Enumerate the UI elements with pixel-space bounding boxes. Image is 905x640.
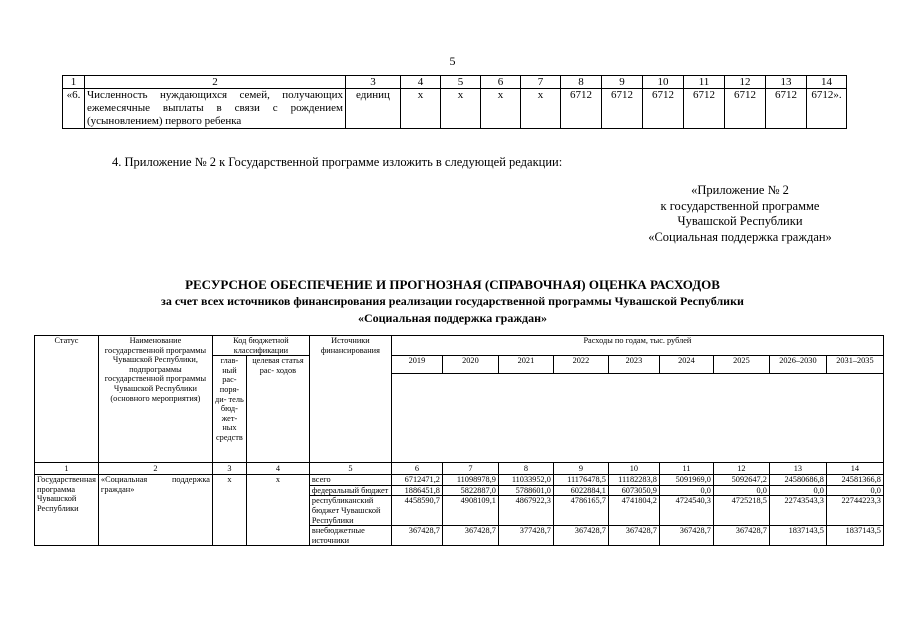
sources-header: Источники финансирования — [309, 336, 391, 463]
value-cell: 6712». — [807, 89, 847, 129]
target-header: целевая статья рас- ходов — [246, 356, 309, 463]
target-cell: x — [246, 475, 309, 546]
amount-cell: 22744223,3 — [826, 496, 883, 526]
amount-cell: 1886451,8 — [391, 485, 442, 496]
col-num: 12 — [725, 76, 766, 89]
appendix-line: Чувашской Республики — [677, 214, 803, 228]
title-line: за счет всех источников финансирования реализации государственной программы Чувашской Республики — [161, 294, 744, 308]
col-num: 7 — [442, 463, 498, 475]
col-num: 7 — [521, 76, 561, 89]
value-cell: 6712 — [684, 89, 725, 129]
amount-cell: 11033952,0 — [498, 475, 553, 486]
year-header: 2021 — [498, 356, 553, 374]
amount-cell: 22743543,3 — [769, 496, 826, 526]
unit-cell: единиц — [346, 89, 401, 129]
col-num: 2 — [85, 76, 346, 89]
amount-cell: 4867922,3 — [498, 496, 553, 526]
appendix-line: к государственной программе — [660, 198, 820, 213]
amount-cell: 4908109,1 — [442, 496, 498, 526]
amount-cell: 24581366,8 — [826, 475, 883, 486]
year-header: 2019 — [391, 356, 442, 374]
year-header: 2026–2030 — [769, 356, 826, 374]
value-cell: 6712 — [561, 89, 602, 129]
col-num: 6 — [481, 76, 521, 89]
amount-cell: 4786165,7 — [553, 496, 608, 526]
title-line: «Социальная поддержка граждан» — [357, 311, 548, 325]
amount-cell: 367428,7 — [553, 526, 608, 546]
source-name: внебюджетные источники — [309, 526, 391, 546]
value-cell: 6712 — [643, 89, 684, 129]
amount-cell: 5092647,2 — [713, 475, 769, 486]
amount-cell: 11176478,5 — [553, 475, 608, 486]
page-number: 5 — [449, 54, 456, 68]
amount-cell: 367428,7 — [442, 526, 498, 546]
amount-cell: 0,0 — [713, 485, 769, 496]
amount-cell: 377428,7 — [498, 526, 553, 546]
name-header: Наименование государственной программы Чувашской Республики, подпрограммы государственной программы Чувашской Республики (основного мероприятия) — [98, 336, 212, 463]
col-num: 13 — [766, 76, 807, 89]
col-num: 13 — [769, 463, 826, 475]
indicator-name: Численность нуждающихся семей, получающих ежемесячные выплаты в связи с рождением (усыновлением) первого ребенка — [85, 89, 346, 129]
amount-cell: 5788601,0 — [498, 485, 553, 496]
year-header: 2024 — [659, 356, 713, 374]
table-row — [63, 89, 847, 129]
source-name: всего — [309, 475, 391, 486]
amount-cell: 4458590,7 — [391, 496, 442, 526]
program-name-cell: «Социальная поддержка граждан» — [98, 475, 212, 546]
amount-cell: 1837143,5 — [769, 526, 826, 546]
year-header: 2031–2035 — [826, 356, 883, 374]
value-cell: 6712 — [602, 89, 643, 129]
appendix-header — [600, 183, 880, 245]
value-cell: x — [401, 89, 441, 129]
amount-cell: 4724540,3 — [659, 496, 713, 526]
indicator-table — [62, 75, 847, 129]
amount-cell: 0,0 — [826, 485, 883, 496]
document-title — [0, 276, 905, 327]
amount-cell: 0,0 — [659, 485, 713, 496]
source-name: республиканский бюджет Чувашской Республики — [309, 496, 391, 526]
col-num: 5 — [309, 463, 391, 475]
col-num: 8 — [561, 76, 602, 89]
expenses-header: Расходы по годам, тыс. рублей — [391, 336, 883, 356]
column-number-row — [63, 76, 847, 89]
col-num: 11 — [659, 463, 713, 475]
col-num: 5 — [441, 76, 481, 89]
col-num: 8 — [498, 463, 553, 475]
col-num: 1 — [63, 76, 85, 89]
col-num: 12 — [713, 463, 769, 475]
resource-table — [34, 335, 884, 546]
amount-cell: 6022884,1 — [553, 485, 608, 496]
appendix-line: «Приложение № 2 — [691, 183, 789, 197]
header-row — [35, 336, 884, 356]
amount-cell: 4741804,2 — [608, 496, 659, 526]
col-num: 9 — [553, 463, 608, 475]
amount-cell: 367428,7 — [391, 526, 442, 546]
amount-cell: 6712471,2 — [391, 475, 442, 486]
status-cell: Государственная программа Чувашской Республики — [35, 475, 99, 546]
glav-header: глав- ный рас- поря- ди- тель бюд- жет- ных средств — [212, 356, 246, 463]
value-cell: x — [521, 89, 561, 129]
row-index: «6. — [63, 89, 85, 129]
status-header: Статус — [35, 336, 99, 463]
amount-cell: 0,0 — [769, 485, 826, 496]
glav-cell: x — [212, 475, 246, 546]
table-row — [35, 475, 884, 486]
source-name: федеральный бюджет — [309, 485, 391, 496]
year-header: 2025 — [713, 356, 769, 374]
col-num: 4 — [246, 463, 309, 475]
col-num: 9 — [602, 76, 643, 89]
col-num: 11 — [684, 76, 725, 89]
amount-cell: 24580686,8 — [769, 475, 826, 486]
col-num: 10 — [608, 463, 659, 475]
amount-cell: 367428,7 — [608, 526, 659, 546]
paragraph-4: 4. Приложение № 2 к Государственной программе изложить в следующей редакции: — [112, 155, 563, 169]
col-num: 3 — [346, 76, 401, 89]
amount-cell: 367428,7 — [659, 526, 713, 546]
col-num: 14 — [826, 463, 883, 475]
year-header: 2023 — [608, 356, 659, 374]
code-header: Код бюджетной классификации — [212, 336, 309, 356]
column-number-row — [35, 463, 884, 475]
amount-cell: 11098978,9 — [442, 475, 498, 486]
amount-cell: 367428,7 — [713, 526, 769, 546]
amount-cell: 5091969,0 — [659, 475, 713, 486]
amount-cell: 1837143,5 — [826, 526, 883, 546]
col-num: 1 — [35, 463, 99, 475]
amount-cell: 5822887,0 — [442, 485, 498, 496]
col-num: 3 — [212, 463, 246, 475]
value-cell: 6712 — [725, 89, 766, 129]
value-cell: x — [481, 89, 521, 129]
col-num: 14 — [807, 76, 847, 89]
amount-cell: 4725218,5 — [713, 496, 769, 526]
amount-cell: 11182283,8 — [608, 475, 659, 486]
col-num: 4 — [401, 76, 441, 89]
blank-cell — [391, 374, 883, 463]
col-num: 10 — [643, 76, 684, 89]
title-line: РЕСУРСНОЕ ОБЕСПЕЧЕНИЕ И ПРОГНОЗНАЯ (СПРАВОЧНАЯ) ОЦЕНКА РАСХОДОВ — [185, 277, 720, 292]
col-num: 6 — [391, 463, 442, 475]
amount-cell: 6073050,9 — [608, 485, 659, 496]
value-cell: 6712 — [766, 89, 807, 129]
appendix-line: «Социальная поддержка граждан» — [648, 229, 832, 244]
value-cell: x — [441, 89, 481, 129]
year-header: 2022 — [553, 356, 608, 374]
col-num: 2 — [98, 463, 212, 475]
year-header: 2020 — [442, 356, 498, 374]
